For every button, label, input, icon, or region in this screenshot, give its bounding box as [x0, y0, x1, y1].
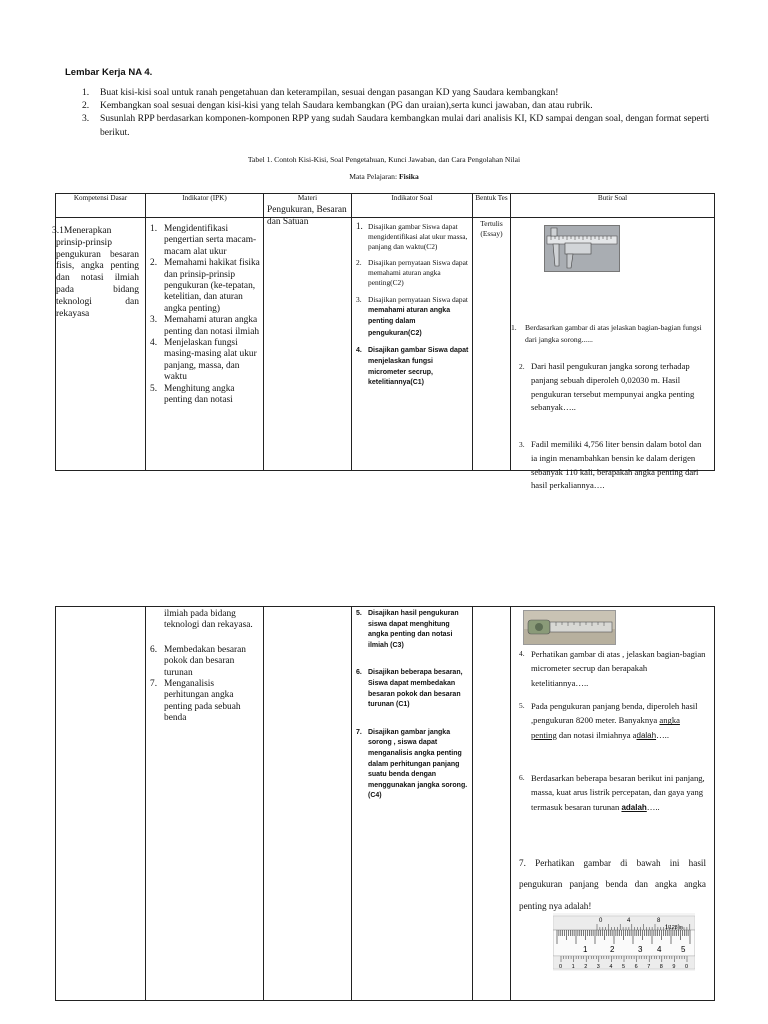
vernier-bottom-label: 5: [622, 964, 626, 970]
vernier-top-label: 0: [599, 918, 603, 924]
materi-cell: [264, 205, 352, 471]
vernier-bottom-label: 8: [659, 964, 663, 970]
subject-label: Mata Pelajaran:: [349, 172, 398, 181]
vernier-bottom-label: 3: [596, 964, 600, 970]
vernier-bottom-label: 6: [634, 964, 638, 970]
question-item: [511, 360, 714, 415]
indikator-soal-cell: [352, 607, 473, 1001]
kd-description: Menerapkan prinsip-prinsip pengukuran besaran fisis, angka penting dan notasi ilmiah pada bidang teknologi dan rekayasa: [56, 226, 139, 319]
indikator-soal-list: [352, 607, 472, 802]
bentuk-tes-cell-empty: [473, 607, 511, 1001]
vernier-caliper-photo: [544, 225, 620, 272]
indikator-text: Disajikan gambar Siswa dapat menjelaskan fungsi micrometer secrup, ketelitiannya(C1): [368, 347, 469, 387]
materi-text: Pengukuran, Besaran dan Satuan: [267, 205, 347, 227]
ipk-item: [150, 315, 261, 338]
ipk-number: 1.: [150, 224, 158, 234]
question-number: 7.: [519, 858, 526, 868]
vernier-bottom-label: 4: [609, 964, 613, 970]
ipk-number: 3.: [150, 315, 158, 326]
ipk-item: [150, 384, 261, 407]
indikator-soal-list: [352, 218, 472, 389]
micrometer-photo: [523, 610, 616, 645]
bentuk-tes-text: Tertulis (Essay): [480, 219, 503, 238]
instruction-item: [82, 86, 722, 99]
ipk-text: Memahami hakikat fisika dan prinsip-prinsip pengukuran (ke-tepatan, ketelitian, dan aturan angka penting): [164, 258, 260, 314]
indikator-soal-item: [356, 258, 470, 287]
vernier-top-label: 4: [627, 918, 631, 924]
question-text: dan notasi ilmiahnya a: [556, 729, 637, 740]
indikator-soal-item: [356, 222, 470, 251]
subject-value: Fisika: [398, 172, 419, 181]
kd-cell-empty: [56, 607, 146, 1001]
indikator-number: 1.: [356, 221, 363, 231]
indikator-text: Disajikan beberapa besaran, Siswa dapat membedakan besaran pokok dan besaran turunan (C1): [368, 669, 463, 709]
question-number: 4.: [519, 649, 525, 658]
instruction-item: [82, 112, 722, 138]
header-butir-soal: Butir Soal: [511, 194, 715, 218]
materi-cell-empty: [264, 607, 352, 1001]
kd-cell: [52, 218, 146, 471]
question-text: Perhatikan gambar di bawah ini hasil pengukuran panjang benda dan angka angka penting nya adalah!: [519, 858, 707, 911]
ipk-item: [150, 679, 261, 725]
header-kompetensi-dasar: Kompetensi Dasar: [56, 194, 146, 218]
vernier-main-label: 5: [681, 945, 686, 954]
indikator-number: 4.: [356, 347, 362, 355]
indikator-text: Disajikan gambar jangka sorong , siswa dapat menganalisis angka penting dalam perhitungan panjang suatu benda dengan menggunakan jangka sorong. (C4): [368, 728, 468, 800]
ipk-text: Menjelaskan fungsi masing-masing alat ukur panjang, massa, dan waktu: [164, 338, 257, 383]
instruction-text: Buat kisi-kisi soal untuk ranah pengetahuan dan keterampilan, sesuai dengan pasangan KD yang Saudara kembangkan!: [100, 87, 559, 98]
vernier-bottom-label: 2: [584, 964, 588, 970]
question-item: [511, 438, 714, 493]
ipk-number: 4.: [150, 338, 158, 349]
table-row: [56, 607, 715, 1001]
question-number: 6.: [519, 773, 525, 782]
header-indikator-ipk: Indikator (IPK): [146, 194, 264, 218]
instruction-item: [82, 99, 722, 112]
question-item: [511, 699, 714, 743]
kd-text: [52, 218, 145, 320]
butir-soal-cell: [511, 607, 715, 1001]
vernier-bottom-label: 1: [571, 964, 575, 970]
ipk-cell: [146, 218, 264, 471]
question-text: Perhatikan gambar di atas , jelaskan bagian-bagian micrometer secrup dan berapakah ketelitiannya…..: [531, 649, 706, 688]
instruction-number: 3.: [82, 113, 90, 125]
ipk-item: [150, 645, 261, 679]
table-header-row: [56, 194, 715, 218]
instruction-number: 2.: [82, 100, 90, 112]
question-number: 2.: [519, 362, 525, 371]
header-materi: Materi: [264, 194, 352, 218]
bentuk-tes-cell: [473, 218, 511, 471]
vernier-unit-label: 1/128 in: [665, 925, 683, 931]
vernier-main-label: 2: [610, 945, 615, 954]
question-text: Berdasarkan gambar di atas jelaskan bagian-bagian fungsi dari jangka sorong......: [525, 323, 702, 344]
vernier-bottom-label: 9: [672, 964, 676, 970]
question-text: Fadil memiliki 4,756 liter bensin dalam botol dan ia ingin menambahkan bensin ke dalam derigen sebanyak 110 kali, berapakah angka penting dari hasil perkaliannya….: [531, 439, 702, 491]
butir-soal-cell: [511, 218, 715, 491]
indikator-number: 2.: [356, 258, 362, 268]
header-indikator-soal: Indikator Soal: [352, 194, 473, 218]
kisi-kisi-table-page-2: [55, 606, 715, 1001]
indikator-soal-item: [356, 609, 470, 651]
indikator-text: Disajikan gambar Siswa dapat mengidentifikasi alat ukur massa, panjang dan waktu(C2): [368, 222, 468, 251]
ipk-text: Membedakan besaran pokok dan besaran turunan: [164, 644, 246, 678]
table-row: [56, 218, 715, 471]
question-item: [511, 853, 714, 917]
ipk-cell: [146, 607, 264, 1001]
vernier-bottom-label: 0: [559, 964, 563, 970]
ipk-item: [150, 338, 261, 384]
indikator-number: 5.: [356, 610, 362, 617]
indikator-soal-item: [356, 728, 470, 802]
question-number: 5.: [519, 701, 525, 710]
ipk-list: [146, 632, 263, 725]
indikator-soal-item: [356, 668, 470, 710]
vernier-main-label: 4: [657, 945, 662, 954]
vernier-main-label: 3: [638, 945, 643, 954]
question-text-underlined: angka penting: [531, 715, 680, 740]
question-item: [511, 771, 714, 815]
vernier-bottom-label: 7: [647, 964, 651, 970]
question-text: …..: [656, 729, 669, 740]
ipk-number: 2.: [150, 258, 158, 269]
vernier-top-label: 8: [657, 918, 661, 924]
instruction-list: [82, 86, 722, 139]
indikator-text-bold: memahami aturan angka penting dalam pengukuran(C2): [368, 306, 451, 337]
kisi-kisi-table-page-1: [52, 193, 715, 491]
instruction-text: Susunlah RPP berdasarkan komponen-komponen RPP yang sudah Saudara kembangkan mulai dari analisis KI, KD sampai dengan soal, dengan format seperti berikut.: [100, 113, 710, 138]
question-text-underlined: dalah: [636, 730, 657, 740]
ipk-number: 5.: [150, 383, 158, 394]
ipk-text: Menganalisis perhitungan angka penting pada sebuah benda: [164, 679, 241, 724]
ipk-item: [150, 224, 261, 258]
vernier-scale-drawing: [553, 913, 695, 971]
question-number: 3.: [519, 440, 525, 449]
ipk-text: Menghitung angka penting dan notasi: [164, 383, 235, 406]
question-text: Berdasarkan beberapa besaran berikut ini panjang, massa, kuat arus listrik percepatan, dan gaya yang termasuk besaran turunan: [531, 773, 705, 812]
question-text-underlined: adalah: [621, 802, 647, 812]
indikator-number: 6.: [356, 669, 362, 677]
indikator-number: 3.: [356, 294, 362, 304]
question-text: …..: [646, 801, 660, 812]
header-bentuk-tes: Bentuk Tes: [473, 194, 511, 218]
vernier-bottom-label: 0: [685, 964, 689, 970]
indikator-text: Disajikan pernyataan Siswa dapat: [368, 294, 468, 304]
ipk-text: Memahami aturan angka penting dan notasi ilmiah: [164, 315, 260, 337]
ipk-item: [150, 258, 261, 315]
indikator-soal-cell: [352, 218, 473, 471]
table-caption: Tabel 1. Contoh Kisi-Kisi, Soal Pengetahuan, Kunci Jawaban, dan Cara Pengolahan Nilai: [247, 155, 521, 164]
ipk-list: [146, 218, 263, 407]
vernier-main-label: 1: [583, 945, 588, 954]
worksheet-title: Lembar Kerja NA 4.: [65, 67, 153, 78]
question-text: Dari hasil pengukuran jangka sorong terhadap panjang sebuah diperoleh 0,02030 m. Hasil pengukuran tersebut mempunyai angka penting sebanyak…..: [531, 361, 695, 413]
kd-number: 3.1: [52, 226, 64, 236]
indikator-soal-item: [356, 295, 470, 340]
ipk-text: Mengidentifikasi pengertian serta macam-macam alat ukur: [164, 224, 257, 257]
instruction-number: 1.: [82, 87, 90, 98]
indikator-number: 7.: [356, 728, 362, 736]
ipk-number: 7.: [150, 679, 158, 690]
indikator-text: Disajikan hasil pengukuran siswa dapat menghitung angka penting dan notasi ilmiah (C3): [368, 610, 459, 649]
instruction-text: Kembangkan soal sesuai dengan kisi-kisi yang telah Saudara kembangkan (PG dan uraian),serta kunci jawaban, dan atau rubrik.: [100, 100, 593, 112]
indikator-soal-item: [356, 346, 470, 388]
ipk-continuation: ilmiah pada bidang teknologi dan rekayasa.: [164, 609, 253, 631]
ipk-number: 6.: [150, 644, 158, 655]
indikator-text: Disajikan pernyataan Siswa dapat memahami aturan angka penting(C2): [368, 258, 468, 287]
question-text: Pada pengukuran panjang benda, diperoleh hasil ,pengukuran 8200 meter. Banyaknya: [531, 701, 698, 726]
subject-line: [0, 172, 768, 181]
question-item: [511, 322, 714, 346]
question-item: [511, 647, 714, 690]
question-number: 1.: [511, 323, 517, 332]
